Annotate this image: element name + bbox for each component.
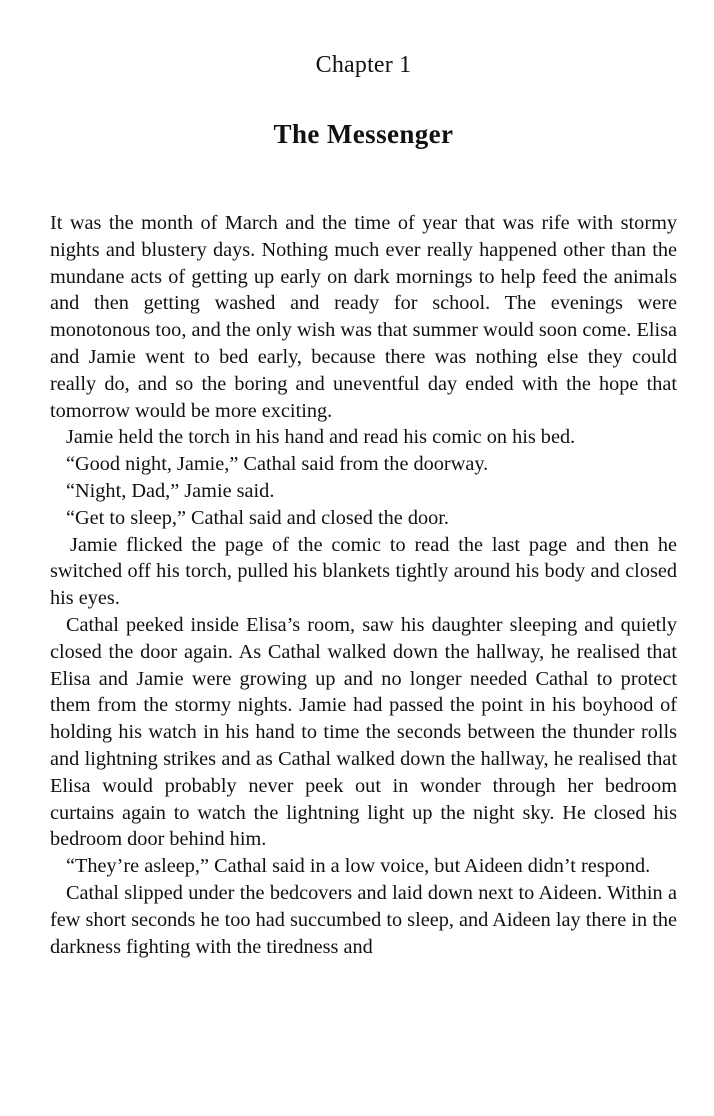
paragraph: “They’re asleep,” Cathal said in a low voice, but Aideen didn’t respond. — [66, 855, 651, 878]
paragraph: It was the month of March and the time of year that was rife with stormy nights and blustery days. Nothing much ever really happened other than the mundane acts of getting up early on dark mornings to help feed the animals and then getting washed and ready for school. The evenings were monotonous too, and the only wish was that summer would soon come. Elisa and Jamie went to bed early, because there was nothing else they could really do, and so the boring and uneventful day ended with the hope that tomorrow would be more exciting. — [50, 212, 677, 422]
paragraph: Cathal slipped under the bedcovers and laid down next to Aideen. Within a few short seconds he too had succumbed to sleep, and Aideen lay there in the darkness fighting with the tiredness and — [50, 881, 677, 958]
paragraph: “Good night, Jamie,” Cathal said from the doorway. — [66, 453, 489, 476]
chapter-number: Chapter 1 — [315, 52, 412, 78]
paragraph: Jamie held the torch in his hand and read his comic on his bed. — [66, 426, 576, 449]
paragraph: Jamie flicked the page of the comic to read the last page and then he switched off his torch, pulled his blankets tightly around his body and closed his eyes. — [50, 533, 677, 610]
chapter-title: The Messenger — [273, 119, 454, 149]
chapter-body — [50, 210, 677, 960]
paragraph: Cathal peeked inside Elisa’s room, saw his daughter sleeping and quietly closed the door again. As Cathal walked down the hallway, he realised that Elisa and Jamie were growing up and no longer needed Cathal to protect them from the stormy nights. Jamie had passed the point in his boyhood of holding his watch in his hand to time the seconds between the thunder rolls and lightning strikes and as Cathal walked down the hallway, he realised that Elisa would probably never peek out in wonder through her bedroom curtains again to watch the lightning light up the night sky. He closed his bedroom door behind him. — [50, 613, 677, 851]
paragraph: “Night, Dad,” Jamie said. — [66, 479, 275, 502]
paragraph: “Get to sleep,” Cathal said and closed the door. — [66, 506, 449, 529]
